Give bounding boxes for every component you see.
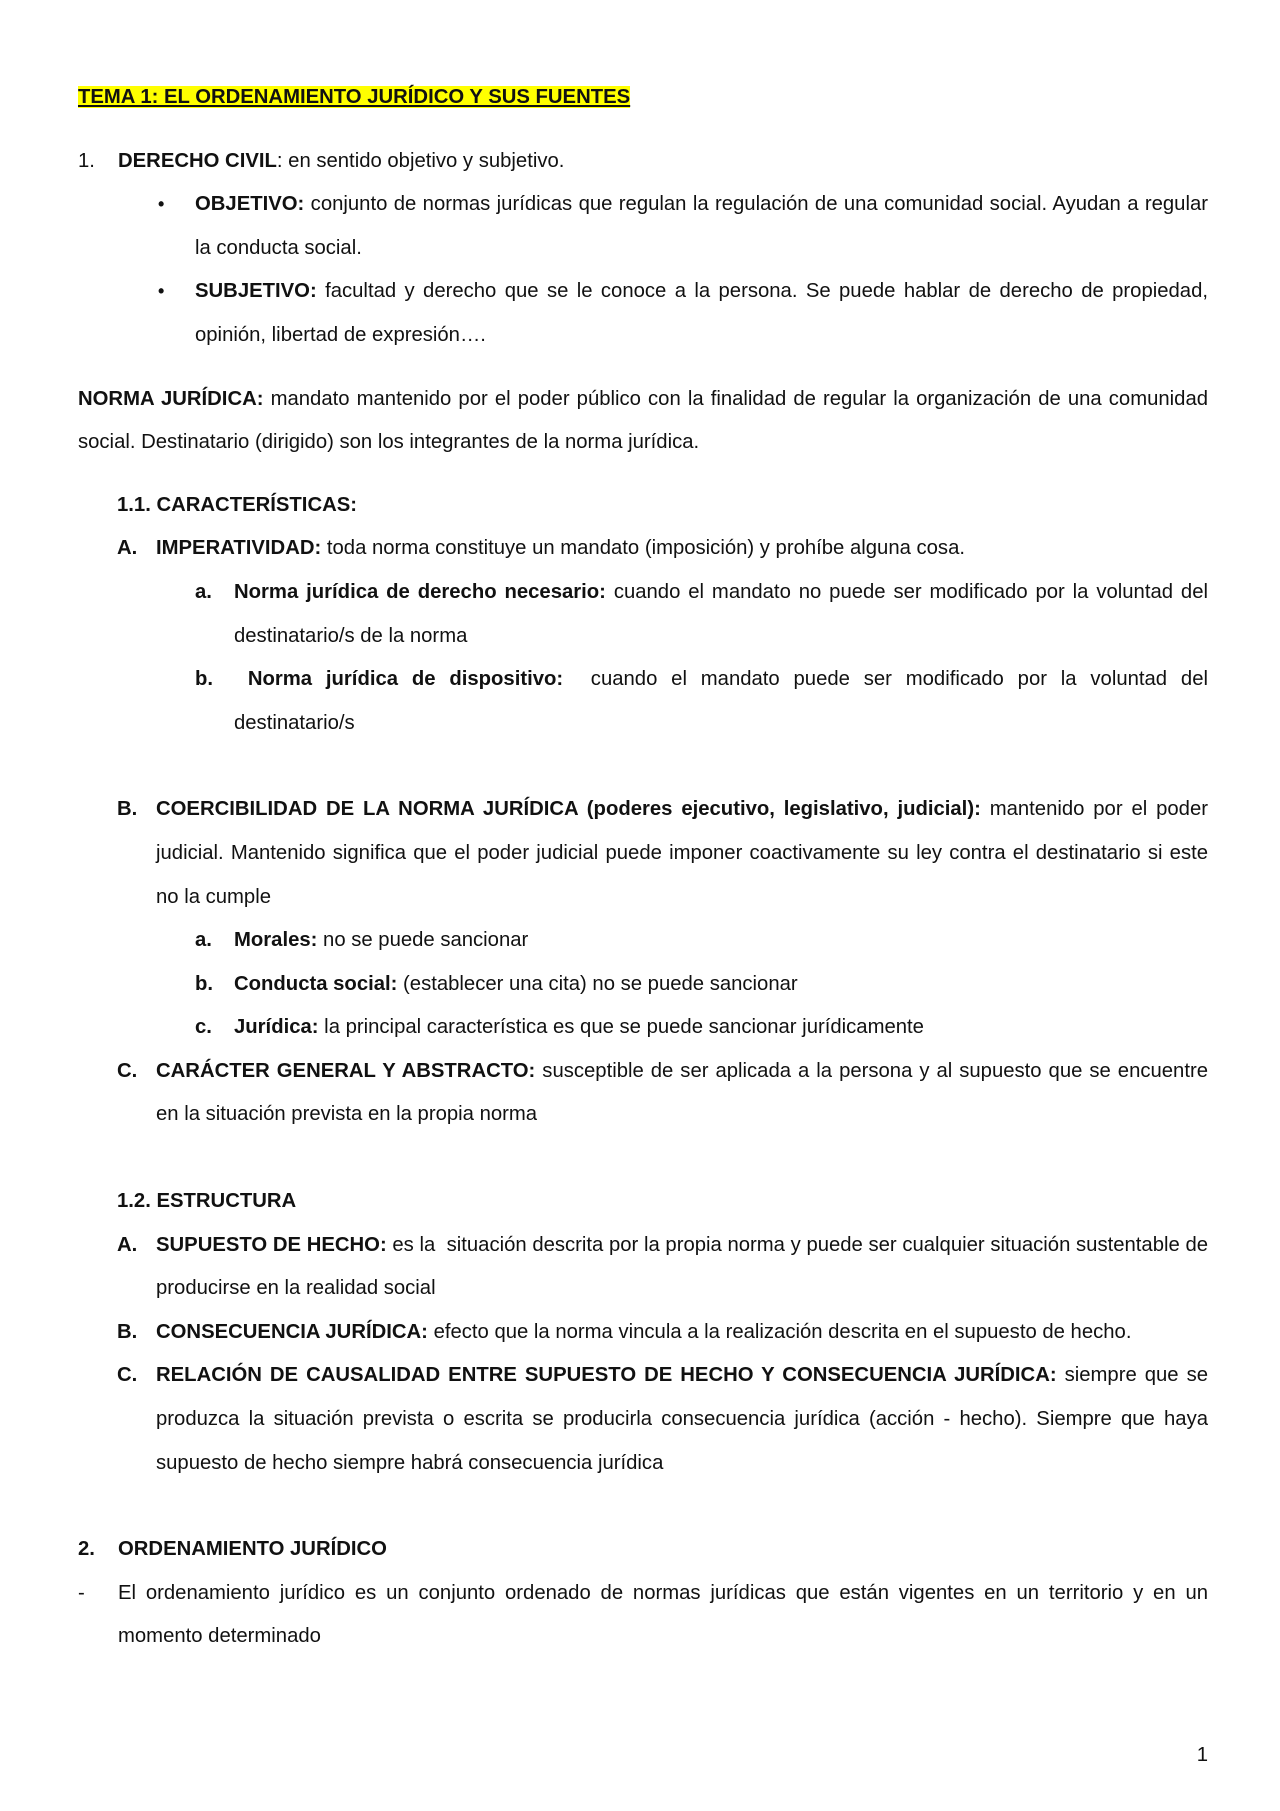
bullet-icon: • bbox=[158, 194, 165, 215]
list-item-conducta-social: b. Conducta social: (establecer una cita) no se puede sancionar bbox=[195, 972, 798, 995]
subsection-heading-caracteristicas: 1.1. CARACTERÍSTICAS: bbox=[117, 493, 358, 516]
subsection-heading-estructura: 1.2. ESTRUCTURA bbox=[117, 1190, 297, 1213]
list-item-derecho-necesario: a. Norma jurídica de derecho necesario: cuando el mandato no puede ser modificado por la voluntad del destinatario/s de la norma bbox=[195, 580, 1208, 647]
bullet-item-subjetivo: • SUBJETIVO: facultad y derecho que se le conoce a la persona. Se puede hablar de derecho de propiedad, opinión, libertad de expresión…. bbox=[78, 270, 1208, 357]
bullet-item-objetivo: • OBJETIVO: conjunto de normas jurídicas que regulan la regulación de una comunidad social. Ayudan a regular la conducta social. bbox=[78, 183, 1208, 270]
list-item-juridica: c. Jurídica: la principal característica es que se puede sancionar jurídicamente bbox=[195, 1016, 924, 1039]
list-item-caracter-general: C. CARÁCTER GENERAL Y ABSTRACTO: susceptible de ser aplicada a la persona y al supuesto que se encuentre en la situación prevista en la propia norma bbox=[117, 1059, 1209, 1126]
section-1-label: DERECHO CIVIL bbox=[118, 149, 277, 172]
list-item-imperatividad: A. IMPERATIVIDAD: toda norma constituye un mandato (imposición) y prohíbe alguna cosa. bbox=[117, 537, 965, 560]
list-item-morales: a. Morales: no se puede sancionar bbox=[195, 929, 529, 952]
document-title: TEMA 1: EL ORDENAMIENTO JURÍDICO Y SUS FUENTES bbox=[78, 86, 631, 108]
section-1 bbox=[78, 140, 1208, 184]
document-page bbox=[78, 76, 1214, 1659]
list-item-coercibilidad: B. COERCIBILIDAD DE LA NORMA JURÍDICA (poderes ejecutivo, legislativo, judicial): mantenido por el poder judicial. Mantenido significa que el poder judicial puede imponer coactivamente su ley contra el destinatario si este no la cumple bbox=[117, 798, 1208, 908]
list-item-dispositivo: b. Norma jurídica de dispositivo: cuando el mandato puede ser modificado por la voluntad del destinatario/s bbox=[195, 668, 1214, 734]
list-item-supuesto-de-hecho: A. SUPUESTO DE HECHO: es la situación descrita por la propia norma y puede ser cualquier situación sustentable de producirse en la realidad social bbox=[117, 1233, 1214, 1300]
norma-juridica-paragraph: NORMA JURÍDICA: mandato mantenido por el poder público con la finalidad de regular la organización de una comunidad social. Destinatario (dirigido) son los integrantes de la norma jurídica. bbox=[78, 387, 1209, 454]
bullet-icon: • bbox=[158, 281, 165, 302]
dash-marker: - bbox=[78, 1581, 85, 1604]
list-item-consecuencia-juridica: B. CONSECUENCIA JURÍDICA: efecto que la norma vincula a la realización descrita en el supuesto de hecho. bbox=[117, 1320, 1132, 1343]
page-number: 1 bbox=[1196, 1744, 1208, 1766]
list-item-relacion-causalidad: C. RELACIÓN DE CAUSALIDAD ENTRE SUPUESTO DE HECHO Y CONSECUENCIA JURÍDICA: siempre que se produzca la situación prevista o escrita se producirla consecuencia jurídica (acción - hecho). Siempre que haya supuesto de hecho siempre habrá consecuencia jurídica bbox=[117, 1364, 1208, 1474]
section-1-number: 1. bbox=[78, 149, 95, 172]
section-1-text: : en sentido objetivo y subjetivo. bbox=[276, 149, 565, 172]
section-2-heading: 2. ORDENAMIENTO JURÍDICO bbox=[78, 1538, 387, 1561]
section-2-definition: - El ordenamiento jurídico es un conjunto ordenado de normas jurídicas que están vigentes en un territorio y en un momento determinado bbox=[78, 1572, 1208, 1659]
